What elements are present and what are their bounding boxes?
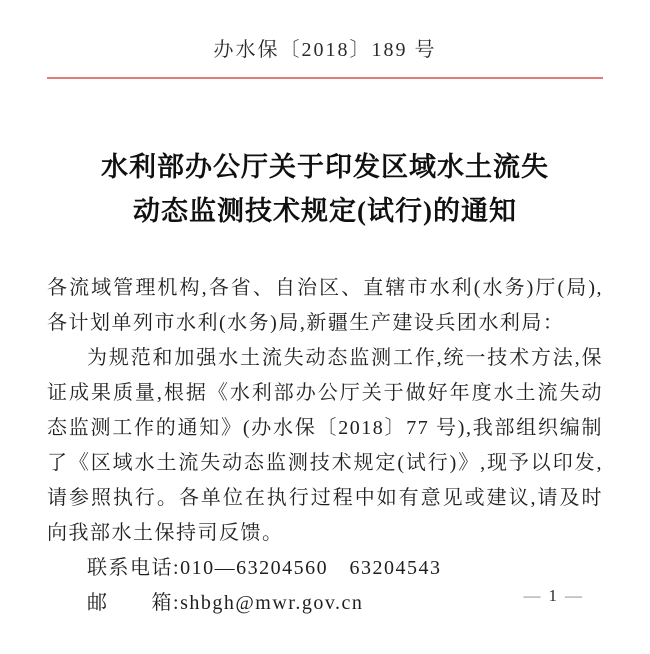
page-number [517, 586, 591, 606]
recipients-paragraph: 各流域管理机构,各省、自治区、直辖市水利(水务)厅(局),各计划单列市水利(水务)局,新疆生产建设兵团水利局： [47, 277, 603, 334]
email-value: shbgh@mwr.gov.cn [180, 592, 364, 614]
title-line-2: 动态监测技术规定(试行)的通知 [133, 196, 517, 226]
title-line-1: 水利部办公厅关于印发区域水土流失 [101, 152, 549, 182]
phone-value: 010—63204560 63204543 [180, 557, 442, 579]
contact-phone-line [47, 551, 603, 586]
page-number-right-dash: — [565, 586, 583, 605]
red-divider-line [47, 77, 603, 79]
email-label: 邮 箱: [87, 592, 181, 614]
main-paragraph: 为规范和加强水土流失动态监测工作,统一技术方法,保证成果质量,根据《水利部办公厅关于做好年度水土流失动态监测工作的通知》(办水保〔2018〕77 号),我部组织编制了《区域水土流失动态监测技术规定(试行)》,现予以印发,请参照执行。各单位在执行过程中如有意见或建议,请及时向我部水土保持司反馈。 [47, 347, 603, 544]
doc-number: 办水保〔2018〕189 号 [213, 39, 437, 61]
page-number-left-dash: — [523, 586, 542, 605]
document-body [47, 271, 603, 621]
page-number-value: 1 [548, 586, 558, 605]
phone-label: 联系电话: [87, 557, 181, 579]
document-title [47, 145, 603, 233]
